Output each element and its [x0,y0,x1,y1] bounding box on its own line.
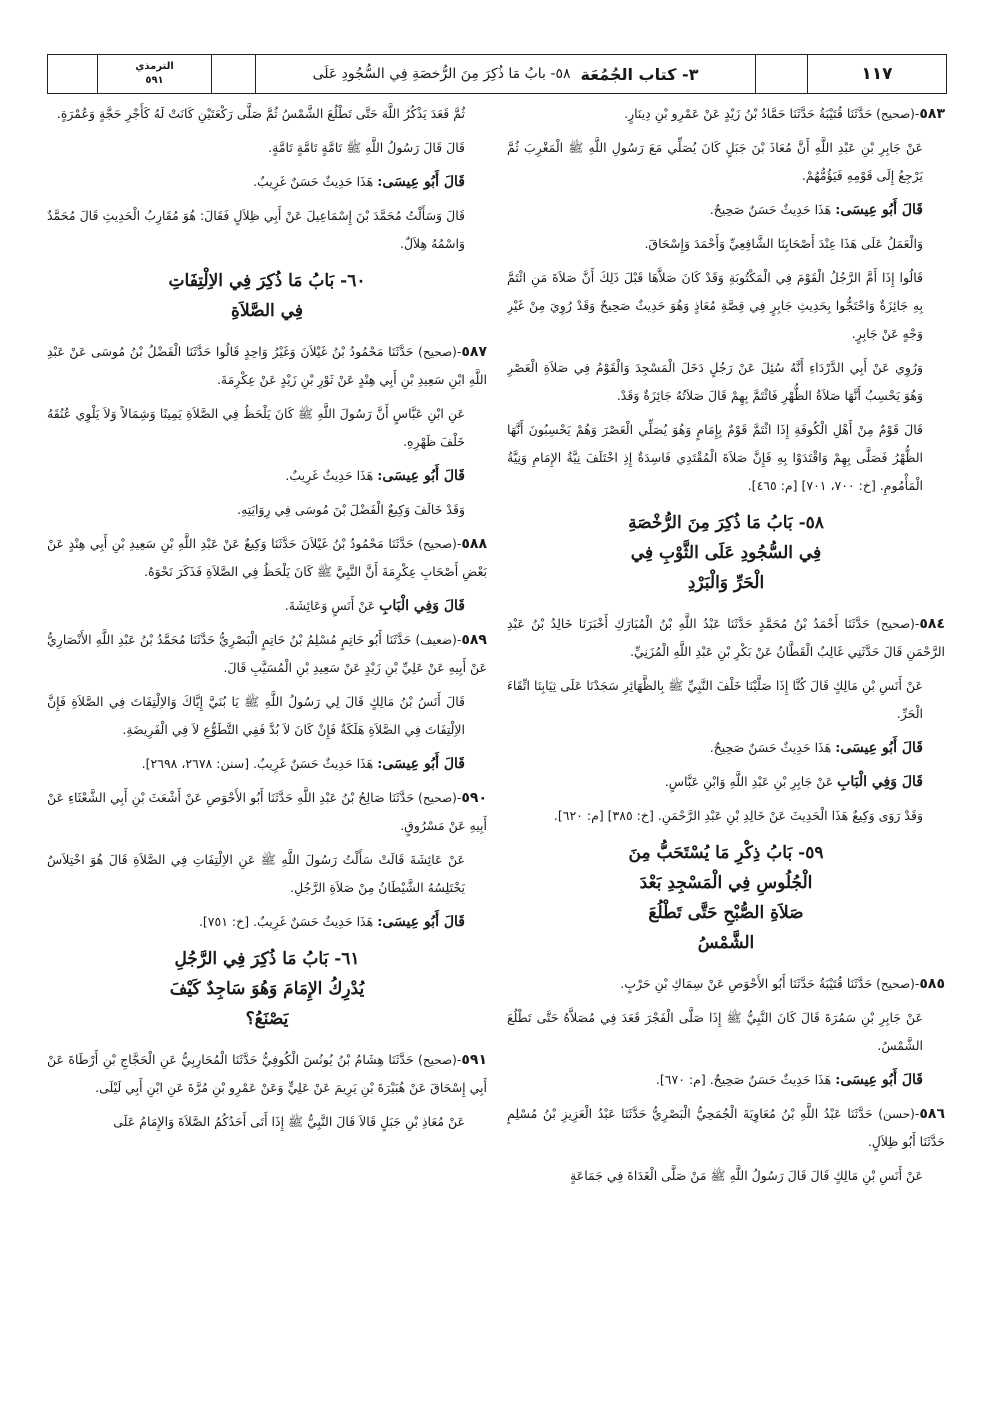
commentary-line [507,734,945,762]
commentary-text: هَذَا حَدِيثٌ حَسَنٌ غَرِيبٌ. [سنن: ٢٦٧٨، ٢٦٩٨]. [141,756,374,771]
page-number: ١١٧ [861,64,893,84]
hadith-entry: ٥٨٩-(ضعيف) حَدَّثَنَا أَبُو حَاتِمٍ مُسْلِمُ بْنُ حَاتِمٍ الْبَصْرِيُّ حَدَّثَنَا مُحَمَّدُ بْنُ عَبْدِ اللَّهِ الأَنْصَارِيُّ عَنْ أَبِيهِ عَنْ عَلِيِّ بْنِ زَيْدٍ عَنْ سَعِيدِ بْنِ الْمُسَيَّبِ قَالَ. [47,632,487,675]
page-header [47,54,947,94]
hadith-isnad: حَدَّثَنَا هِشَامُ بْنُ يُونُسَ الْكُوفِيُّ حَدَّثَنَا الْمُحَارِبِيُّ عَنِ الْحَجَّاجِ بْنِ أَرْطَاةَ عَنْ أَبِي إِسْحَاقَ عَنْ هُبَيْرَةَ بْنِ يَرِيمَ عَنْ عَلِيٍّ وَعَنْ عَمْرِو بْنِ مُرَّةَ عَنِ ابْنِ أَبِي لَيْلَى. [47,1052,487,1095]
chapter-heading-line: ٥٨- بَابُ مَا ذُكِرَ مِنَ الرُّخْصَةِ [628,513,824,533]
commentary-text: هَذَا حَدِيثٌ حَسَنٌ صَحِيحٌ. [709,740,832,755]
chapter-title: ٥٨- بابُ مَا ذُكِرَ مِنَ الرُّخصَةِ فِي السُّجُودِ عَلَى [312,66,571,82]
hadith-isnad: حَدَّثَنَا مَحْمُودُ بْنُ غَيْلاَنَ حَدَّثَنَا وَكِيعٌ عَنْ عَبْدِ اللَّهِ بْنِ سَعِيدِ بْنِ أَبِي هِنْدٍ عَنْ بَعْضِ أَصْحَابِ عِكْرِمَةَ أَنَّ النَّبِيَّ ﷺ كَانَ يَلْحَظُ فِي الصَّلاَةِ فَذَكَرَ نَحْوَهُ. [47,536,487,579]
commentary-line [507,196,945,224]
hadith-grade: (صحيح) [418,1053,457,1067]
chapter-heading-line: صَلاَةِ الصُّبْحِ حَتَّى تَطْلُعَ [648,903,804,923]
chapter-heading [47,944,487,1034]
paragraph: قَالُوا إِذَا أَمَّ الرَّجُلُ الْقَوْمَ فِي الْمَكْتُوبَةِ وَقَدْ كَانَ صَلاَّهَا قَبْلَ ذَلِكَ أَنَّ صَلاَةَ مَنِ ائْتَمَّ بِهِ جَائِزَةٌ وَاحْتَجُّوا بِحَدِيثِ جَابِرٍ فِي قِصَّةِ مُعَاذٍ وَهُوَ حَدِيثٌ صَحِيحٌ وَقَدْ رُوِيَ مِنْ غَيْرِ وَجْهٍ عَنْ جَابِرٍ. [507,270,923,341]
hadith-number: ٥٨٩ [461,632,487,648]
chapter-heading-line: ٦١- بَابُ مَا ذُكِرَ فِي الرَّجُلِ [174,949,360,969]
hadith-isnad: حَدَّثَنَا قُتَيْبَةُ حَدَّثَنَا أَبُو الأَحْوَصِ عَنْ سِمَاكِ بْنِ حَرْبٍ. [620,976,873,991]
chapter-heading [47,266,487,326]
commentary-lead: قَالَ أَبُو عِيسَى: [835,202,923,218]
hadith-isnad: حَدَّثَنَا مَحْمُودُ بْنُ غَيْلاَنَ وَغَيْرُ وَاحِدٍ قَالُوا حَدَّثَنَا الْفَضْلُ بْنُ مُوسَى عَنْ عَبْدِ اللَّهِ ابْنِ سَعِيدِ بْنِ أَبِي هِنْدٍ عَنْ ثَوْرِ بْنِ زَيْدٍ عَنْ عِكْرِمَةَ. [47,344,487,387]
hadith-entry: ٥٨٤-(صحيح) حَدَّثَنَا أَحْمَدُ بْنُ مُحَمَّدٍ حَدَّثَنَا عَبْدُ اللَّهِ بْنُ الْمُبَارَكِ أَخْبَرَنَا خَالِدُ بْنُ عَبْدِ الرَّحْمَنِ قَالَ حَدَّثَنِي غَالِبٌ الْقَطَّانُ عَنْ بَكْرِ بْنِ عَبْدِ اللَّهِ الْمُزَنِيِّ. [507,616,945,659]
header-empty-cell [756,55,808,93]
commentary-lead: قَالَ أَبُو عِيسَى: [377,468,465,484]
paragraph: عَنْ مُعَاذِ بْنِ جَبَلٍ قَالاَ قَالَ النَّبِيُّ ﷺ إِذَا أَتَى أَحَدُكُمُ الصَّلاَةَ وَالإِمَامُ عَلَى [113,1114,465,1129]
paragraph: قَالَ قَالَ رَسُولُ اللَّهِ ﷺ تَامَّةٍ تَامَّةٍ تَامَّةٍ. [268,140,465,155]
paragraph: قَالَ قَوْمٌ مِنْ أَهْلِ الْكُوفَةِ إِذَا ائْتَمَّ قَوْمٌ بِإِمَامٍ وَهُوَ يُصَلِّي الْعَصْرَ وَهُمْ يَحْسِبُونَ أَنَّهَا الظُّهْرُ فَصَلَّى بِهِمْ وَاقْتَدَوْا بِهِ فَإِنَّ صَلاَةَ الْمُقْتَدِي فَاسِدَةٌ إِذِ اخْتَلَفَ نِيَّةُ الإِمَامِ وَنِيَّةُ الْمَأْمُومِ. [خ: ٧٠٠، ٧٠١] [م: ٤٦٥]. [507,422,923,493]
hadith-grade: (صحيح) [418,791,457,805]
paragraph: عَنْ عَائِشَةَ قَالَتْ سَأَلْتُ رَسُولَ اللَّهِ ﷺ عَنِ الاِلْتِفَاتِ فِي الصَّلاَةِ قَالَ هُوَ اخْتِلاَسٌ يَخْتَلِسُهُ الشَّيْطَانُ مِنْ صَلاَةِ الرَّجُلِ. [47,852,465,895]
hadith-grade: (حسن) [878,1107,915,1121]
commentary-line [47,908,487,936]
chapter-heading-line: الشَّمْسُ [697,933,755,953]
paragraph: عَنِ ابْنِ عَبَّاسٍ أَنَّ رَسُولَ اللَّهِ ﷺ كَانَ يَلْحَظُ فِي الصَّلاَةِ يَمِينًا وَشِمَالاً وَلاَ يَلْوِي عُنُقَهُ خَلْفَ ظَهْرِهِ. [47,406,465,449]
header-empty-cell [212,55,256,93]
hadith-grade: (صحيح) [418,537,457,551]
hadith-number: ٥٨٧ [461,344,487,360]
commentary-lead: قَالَ أَبُو عِيسَى: [835,1072,923,1088]
paragraph: وَقَدْ خَالَفَ وَكِيعٌ الْفَضْلَ بْنَ مُوسَى فِي رِوَايَتِهِ. [237,502,465,517]
commentary-text: هَذَا حَدِيثٌ حَسَنٌ صَحِيحٌ. [709,202,832,217]
paragraph: قَالَ أَنَسُ بْنُ مَالِكٍ قَالَ لِي رَسُولُ اللَّهِ ﷺ يَا بُنَيَّ إِيَّاكَ وَالاِلْتِفَاتَ فِي الصَّلاَةِ فَإِنَّ الاِلْتِفَاتَ فِي الصَّلاَةِ هَلَكَةٌ فَإِنْ كَانَ لاَ بُدَّ فَفِي التَّطَوُّعِ لاَ فِي الْفَرِيضَةِ. [47,694,465,737]
hadith-entry: ٥٨٨-(صحيح) حَدَّثَنَا مَحْمُودُ بْنُ غَيْلاَنَ حَدَّثَنَا وَكِيعٌ عَنْ عَبْدِ اللَّهِ بْنِ سَعِيدِ بْنِ أَبِي هِنْدٍ عَنْ بَعْضِ أَصْحَابِ عِكْرِمَةَ أَنَّ النَّبِيَّ ﷺ كَانَ يَلْحَظُ فِي الصَّلاَةِ فَذَكَرَ نَحْوَهُ. [47,536,487,579]
paragraph: قَالَ وَسَأَلْتُ مُحَمَّدَ بْنَ إِسْمَاعِيلَ عَنْ أَبِي ظِلاَلٍ فَقَالَ: هُوَ مُقَارِبُ الْحَدِيثِ قَالَ مُحَمَّدٌ وَاسْمُهُ هِلاَلٌ. [47,208,465,251]
paragraph: وَالْعَمَلُ عَلَى هَذَا عِنْدَ أَصْحَابِنَا الشَّافِعِيِّ وَأَحْمَدَ وَإِسْحَاقَ. [644,236,923,251]
chapter-heading-line: فِي السُّجُودِ عَلَى الثَّوْبِ فِي [630,543,822,563]
chapter-heading-line: ٦٠- بَابُ مَا ذُكِرَ فِي الاِلْتِفَاتِ [168,271,366,291]
commentary-text: عَنْ أَنَسٍ وَعَائِشَةَ. [284,598,376,613]
chapter-heading [507,508,945,598]
chapter-heading-line: يُدْرِكُ الإِمَامَ وَهُوَ سَاجِدٌ كَيْفَ [169,979,365,999]
commentary-text: هَذَا حَدِيثٌ غَرِيبٌ. [285,468,374,483]
book-reference [98,55,212,93]
hadith-entry: ٥٩١-(صحيح) حَدَّثَنَا هِشَامُ بْنُ يُونُسَ الْكُوفِيُّ حَدَّثَنَا الْمُحَارِبِيُّ عَنِ الْحَجَّاجِ بْنِ أَرْطَاةَ عَنْ أَبِي إِسْحَاقَ عَنْ هُبَيْرَةَ بْنِ يَرِيمَ عَنْ عَلِيٍّ وَعَنْ عَمْرِو بْنِ مُرَّةَ عَنِ ابْنِ أَبِي لَيْلَى. [47,1052,487,1095]
chapter-heading-line: الْجُلُوسِ فِي الْمَسْجِدِ بَعْدَ [639,873,813,893]
hadith-number: ٥٨٥ [919,976,945,992]
chapter-heading-line: الْحَرِّ وَالْبَرْدِ [687,573,765,593]
hadith-entry: ٥٨٥-(صحيح) حَدَّثَنَا قُتَيْبَةُ حَدَّثَنَا أَبُو الأَحْوَصِ عَنْ سِمَاكِ بْنِ حَرْبٍ. [620,976,945,992]
hadith-number: ٥٨٨ [461,536,487,552]
hadith-grade: (صحيح) [876,107,915,121]
commentary-lead: قَالَ أَبُو عِيسَى: [377,914,465,930]
hadith-number: ٥٨٤ [919,616,945,632]
paragraph: عَنْ جَابِرِ بْنِ سَمُرَةَ قَالَ كَانَ النَّبِيُّ ﷺ إِذَا صَلَّى الْفَجْرَ قَعَدَ فِي مُصَلاَّهُ حَتَّى تَطْلُعَ الشَّمْسُ. [507,1010,923,1053]
commentary-text: عَنْ جَابِرِ بْنِ عَبْدِ اللَّهِ وَابْنِ عَبَّاسٍ. [664,774,834,789]
commentary-line [47,750,487,778]
left-column [47,100,487,1390]
hadith-entry: ٥٩٠-(صحيح) حَدَّثَنَا صَالِحُ بْنُ عَبْدِ اللَّهِ حَدَّثَنَا أَبُو الأَحْوَصِ عَنْ أَشْعَثَ بْنِ أَبِي الشَّعْثَاءِ عَنْ أَبِيهِ عَنْ مَسْرُوقٍ. [47,790,487,833]
chapter-heading-line: يَصْنَعُ؟ [245,1009,289,1029]
chapter-heading [507,838,945,958]
book-reference-number: ٥٩١ [145,75,164,86]
hadith-isnad: حَدَّثَنَا أَحْمَدُ بْنُ مُحَمَّدٍ حَدَّثَنَا عَبْدُ اللَّهِ بْنُ الْمُبَارَكِ أَخْبَرَنَا خَالِدُ بْنُ عَبْدِ الرَّحْمَنِ قَالَ حَدَّثَنِي غَالِبٌ الْقَطَّانُ عَنْ بَكْرِ بْنِ عَبْدِ اللَّهِ الْمُزَنِيِّ. [507,616,945,659]
hadith-grade: (ضعيف) [415,633,457,647]
commentary-line [47,592,487,620]
commentary-line [507,1066,945,1094]
hadith-isnad: حَدَّثَنَا صَالِحُ بْنُ عَبْدِ اللَّهِ حَدَّثَنَا أَبُو الأَحْوَصِ عَنْ أَشْعَثَ بْنِ أَبِي الشَّعْثَاءِ عَنْ أَبِيهِ عَنْ مَسْرُوقٍ. [47,790,487,833]
commentary-line [47,462,487,490]
paragraph: عَنْ جَابِرِ بْنِ عَبْدِ اللَّهِ أَنَّ مُعَاذَ بْنَ جَبَلٍ كَانَ يُصَلِّي مَعَ رَسُولِ اللَّهِ ﷺ الْمَغْرِبَ ثُمَّ يَرْجِعُ إِلَى قَوْمِهِ فَيَؤُمُّهُمْ. [507,140,923,183]
chapter-heading-line: ٥٩- بَابُ ذِكْرِ مَا يُسْتَحَبُّ مِنَ [628,843,824,863]
commentary-line [47,168,487,196]
commentary-lead: قَالَ أَبُو عِيسَى: [377,756,465,772]
hadith-isnad: حَدَّثَنَا عَبْدُ اللَّهِ بْنُ مُعَاوِيَةَ الْجُمَحِيُّ الْبَصْرِيُّ حَدَّثَنَا عَبْدُ الْعَزِيزِ بْنُ مُسْلِمٍ حَدَّثَنَا أَبُو ظِلاَلٍ. [507,1106,945,1149]
running-title [256,55,756,93]
book-reference-name: الترمذي [135,61,174,72]
commentary-lead: قَالَ وَفِي الْبَابِ [837,774,923,790]
header-empty-cell [48,55,98,93]
book-title: ٣- كتاب الجُمُعَة [580,64,699,84]
right-column [507,100,945,1390]
commentary-text: هَذَا حَدِيثٌ حَسَنٌ غَرِيبٌ. [253,174,374,189]
paragraph: عَنْ أَنَسِ بْنِ مَالِكٍ قَالَ كُنَّا إِذَا صَلَّيْنَا خَلْفَ النَّبِيِّ ﷺ بِالظَّهَائِرِ سَجَدْنَا عَلَى ثِيَابِنَا اتِّقَاءَ الْحَرِّ. [507,678,923,721]
commentary-lead: قَالَ وَفِي الْبَابِ [379,598,465,614]
paragraph: وَرُوِي عَنْ أَبِي الدَّرْدَاءِ أَنَّهُ سُئِلَ عَنْ رَجُلٍ دَخَلَ الْمَسْجِدَ وَالْقَوْمُ فِي صَلاَةِ الْعَصْرِ وَهُوَ يَحْسِبُ أَنَّهَا صَلاَةُ الظُّهْرِ فَائْتَمَّ بِهِمْ قَالَ صَلاَتُهُ جَائِزَةٌ وَقَدْ. [507,360,923,403]
hadith-grade: (صحيح) [876,617,915,631]
hadith-entry: ٥٨٧-(صحيح) حَدَّثَنَا مَحْمُودُ بْنُ غَيْلاَنَ وَغَيْرُ وَاحِدٍ قَالُوا حَدَّثَنَا الْفَضْلُ بْنُ مُوسَى عَنْ عَبْدِ اللَّهِ ابْنِ سَعِيدِ بْنِ أَبِي هِنْدٍ عَنْ ثَوْرِ بْنِ زَيْدٍ عَنْ عِكْرِمَةَ. [47,344,487,387]
hadith-grade: (صحيح) [418,345,457,359]
commentary-text: هَذَا حَدِيثٌ حَسَنٌ غَرِيبٌ. [خ: ٧٥١]. [198,914,374,929]
hadith-number: ٥٨٦ [919,1106,945,1122]
hadith-isnad: حَدَّثَنَا أَبُو حَاتِمٍ مُسْلِمُ بْنُ حَاتِمٍ الْبَصْرِيُّ حَدَّثَنَا مُحَمَّدُ بْنُ عَبْدِ اللَّهِ الأَنْصَارِيُّ عَنْ أَبِيهِ عَنْ عَلِيِّ بْنِ زَيْدٍ عَنْ سَعِيدِ بْنِ الْمُسَيَّبِ قَالَ. [47,632,487,675]
paragraph: وَقَدْ رَوَى وَكِيعٌ هَذَا الْحَدِيثَ عَنْ خَالِدِ بْنِ عَبْدِ الرَّحْمَنِ. [خ: ٣٨٥] [م: ٦٢٠]. [553,808,923,823]
hadith-entry: ٥٨٦-(حسن) حَدَّثَنَا عَبْدُ اللَّهِ بْنُ مُعَاوِيَةَ الْجُمَحِيُّ الْبَصْرِيُّ حَدَّثَنَا عَبْدُ الْعَزِيزِ بْنُ مُسْلِمٍ حَدَّثَنَا أَبُو ظِلاَلٍ. [507,1106,945,1149]
hadith-number: ٥٩٠ [461,790,487,806]
hadith-entry: ٥٨٣-(صحيح) حَدَّثَنَا قُتَيْبَةُ حَدَّثَنَا حَمَّادُ بْنُ زَيْدٍ عَنْ عَمْرِو بْنِ دِينَارٍ. [624,106,945,122]
paragraph: ثُمَّ قَعَدَ يَذْكُرُ اللَّهَ حَتَّى تَطْلُعَ الشَّمْسُ ثُمَّ صَلَّى رَكْعَتَيْنِ كَانَتْ لَهُ كَأَجْرِ حَجَّةٍ وَعُمْرَةٍ. [56,106,465,121]
commentary-line [507,768,945,796]
hadith-grade: (صحيح) [876,977,915,991]
commentary-lead: قَالَ أَبُو عِيسَى: [377,174,465,190]
hadith-number: ٥٨٣ [919,106,945,122]
commentary-text: هَذَا حَدِيثٌ حَسَنٌ صَحِيحٌ. [م: ٦٧٠]. [655,1072,832,1087]
hadith-number: ٥٩١ [461,1052,487,1068]
paragraph: عَنْ أَنَسِ بْنِ مَالِكٍ قَالَ قَالَ رَسُولُ اللَّهِ ﷺ مَنْ صَلَّى الْغَدَاةَ فِي جَمَاعَةٍ [570,1168,923,1183]
commentary-lead: قَالَ أَبُو عِيسَى: [835,740,923,756]
chapter-heading-line: فِي الصَّلاَةِ [231,301,303,321]
hadith-isnad: حَدَّثَنَا قُتَيْبَةُ حَدَّثَنَا حَمَّادُ بْنُ زَيْدٍ عَنْ عَمْرِو بْنِ دِينَارٍ. [624,106,873,121]
